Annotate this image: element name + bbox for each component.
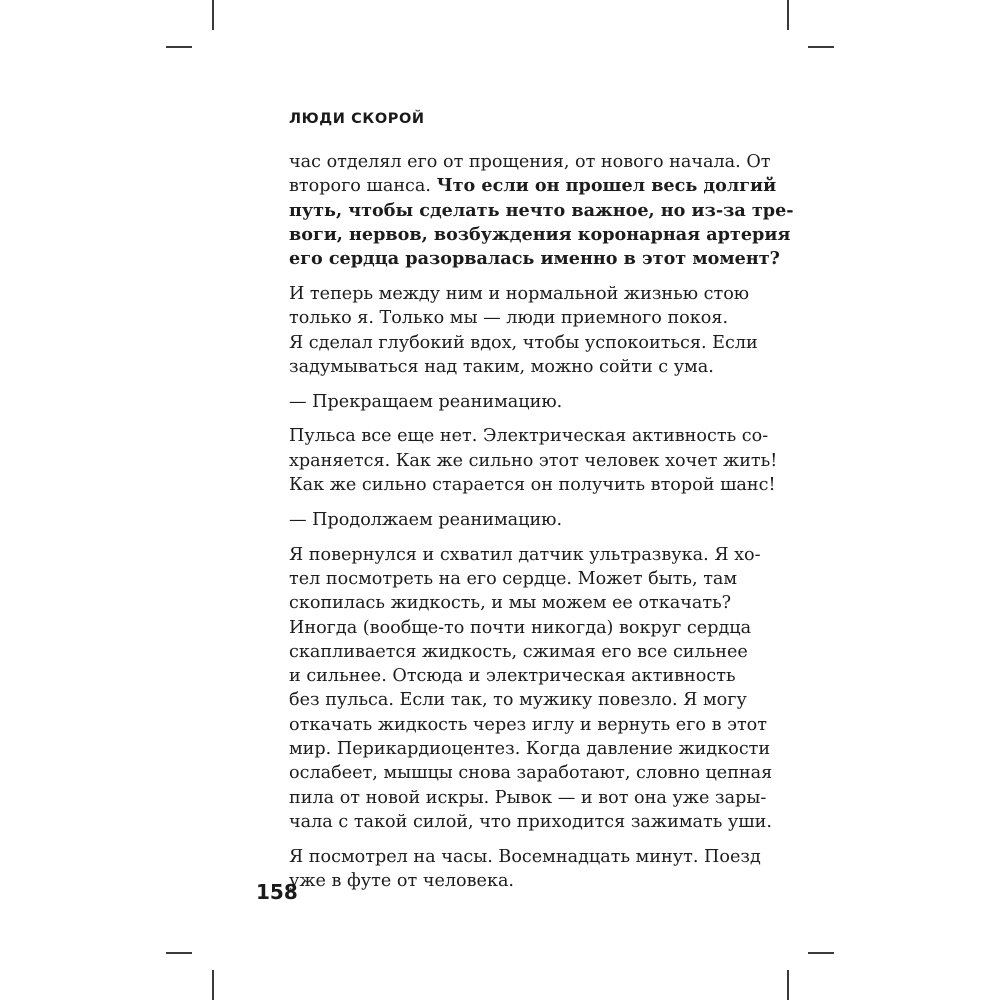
paragraph	[289, 424, 778, 497]
bold-text-run: его сердца разорвалась именно в этот момент?	[289, 248, 780, 270]
text-run: час отделял его от прощения, от нового начала. От	[289, 152, 771, 172]
text-run: задумываться над таким, можно сойти с ума.	[289, 356, 714, 377]
text-line	[289, 390, 713, 414]
text-run: Я посмотрел на часы. Восемнадцать минут. Поезд	[289, 846, 761, 867]
bold-text-run: воги, нервов, возбуждения коронарная артерия	[289, 223, 791, 245]
text-run: И теперь между ним и нормальной жизнью стою	[289, 283, 750, 304]
text-run: Я сделал глубокий вдох, чтобы успокоиться. Если	[289, 332, 758, 353]
text-run: Иногда (вообще-то почти никогда) вокруг сердца	[289, 617, 752, 638]
text-run: Я повернулся и схватил датчик ультразвука. Я хо-	[289, 544, 761, 565]
text-line	[289, 449, 778, 473]
crop-mark-left-bottom	[166, 952, 192, 954]
text-line	[289, 664, 736, 688]
text-line	[289, 567, 738, 591]
text-run: чала с такой силой, что приходится зажимать уши.	[289, 811, 772, 832]
text-run: Пульса все еще нет. Электрическая активность со-	[289, 426, 769, 447]
crop-mark-bottom-right	[787, 970, 789, 1000]
paragraph	[289, 543, 773, 835]
paragraph	[289, 845, 761, 894]
text-line	[289, 223, 791, 247]
bold-text-run: Что если он прошел весь долгий	[436, 175, 777, 197]
text-line	[289, 713, 768, 737]
text-line	[289, 331, 758, 355]
text-line	[289, 761, 773, 785]
crop-mark-right-bottom	[808, 952, 834, 954]
text-run: ослабеет, мышцы снова заработают, словно цепная	[289, 763, 773, 784]
text-run: храняется. Как же сильно этот человек хочет жить!	[289, 450, 778, 471]
text-line	[289, 616, 752, 640]
bold-text-run: путь, чтобы сделать нечто важное, но из-за тре-	[289, 199, 794, 221]
text-line	[289, 306, 729, 330]
text-run: тел посмотреть на его сердце. Может быть, там	[289, 568, 738, 589]
paragraph	[289, 508, 713, 532]
text-line	[289, 737, 771, 761]
text-line	[289, 810, 772, 834]
text-run: второго шанса.	[289, 176, 437, 197]
text-run: скопилась жидкость, и мы можем ее откачать?	[289, 593, 732, 614]
text-line	[289, 591, 732, 615]
text-run: и сильнее. Отсюда и электрическая активность	[289, 666, 736, 687]
text-line	[289, 473, 776, 497]
crop-mark-bottom-left	[212, 970, 214, 1000]
text-run: — Продолжаем реанимацию.	[289, 509, 563, 530]
crop-mark-top-left	[212, 0, 214, 30]
text-run: скапливается жидкость, сжимая его все сильнее	[289, 641, 748, 662]
page-number: 158	[256, 880, 298, 904]
running-head: ЛЮДИ СКОРОЙ	[289, 111, 425, 127]
paragraph	[289, 150, 794, 271]
text-line	[289, 199, 794, 223]
text-run: Как же сильно старается он получить второй шанс!	[289, 475, 776, 496]
text-line	[289, 174, 777, 198]
body-text	[289, 150, 794, 893]
text-run: мир. Перикардиоцентез. Когда давление жидкости	[289, 739, 771, 760]
text-line	[289, 786, 767, 810]
text-line	[289, 282, 750, 306]
text-line	[289, 355, 713, 379]
text-line	[289, 543, 761, 567]
text-line	[289, 424, 769, 448]
text-run: пила от новой искры. Рывок — и вот она уже зары-	[289, 787, 767, 808]
text-line	[289, 869, 713, 893]
text-line	[289, 688, 747, 712]
crop-mark-right-top	[808, 46, 834, 48]
text-run: — Прекращаем реанимацию.	[289, 391, 563, 412]
text-run: без пульса. Если так, то мужику повезло. Я могу	[289, 690, 747, 711]
text-run: уже в футе от человека.	[289, 871, 515, 892]
paragraph	[289, 282, 758, 379]
text-line	[289, 640, 748, 664]
text-line	[289, 247, 780, 271]
text-run: откачать жидкость через иглу и вернуть его в этот	[289, 714, 768, 735]
text-line	[289, 150, 771, 174]
paragraph	[289, 390, 713, 414]
text-run: только я. Только мы — люди приемного покоя.	[289, 308, 729, 329]
crop-mark-top-right	[787, 0, 789, 30]
text-line	[289, 845, 761, 869]
crop-mark-left-top	[166, 46, 192, 48]
text-line	[289, 508, 713, 532]
